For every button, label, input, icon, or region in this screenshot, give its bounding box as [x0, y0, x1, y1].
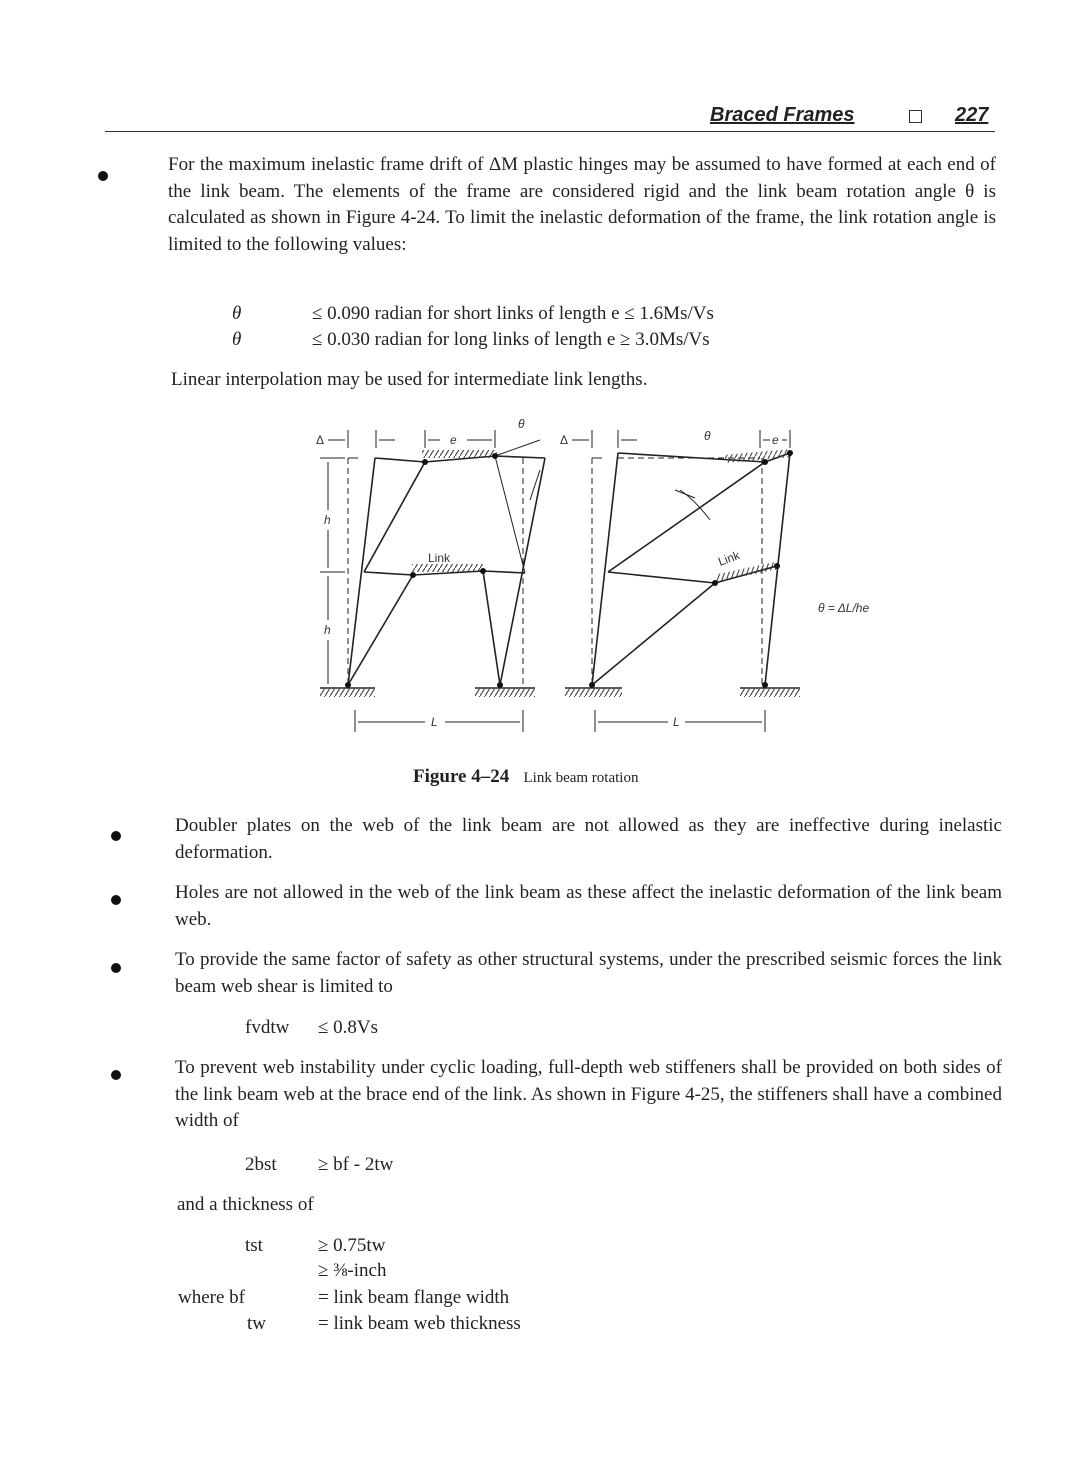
- where-tw-rhs: = link beam web thickness: [318, 1313, 521, 1334]
- bullet-icon: [111, 963, 121, 973]
- h-label-upper: h: [324, 513, 331, 527]
- delta-label-right: Δ: [560, 433, 569, 447]
- shear-eq-rhs: ≤ 0.8Vs: [318, 1017, 379, 1038]
- thickness-eq-lhs: tst: [245, 1235, 263, 1256]
- link-label-right: Link: [716, 548, 742, 569]
- running-header: [700, 104, 1000, 132]
- figure-caption: [413, 766, 638, 788]
- thickness-eq-rhs1: ≥ 0.75tw: [318, 1235, 386, 1256]
- theta-label-left: θ: [518, 417, 525, 431]
- thickness-intro: and a thickness of: [177, 1194, 314, 1215]
- bullet-icon: [111, 831, 121, 841]
- limit1-symbol: θ: [232, 303, 242, 324]
- rotation-formula: θ = ΔL/he: [818, 601, 870, 615]
- shear-eq-lhs: fvdtw: [245, 1017, 290, 1038]
- thickness-eq-rhs2: ≥ ⅜-inch: [318, 1260, 387, 1281]
- figure-number: Figure 4–24: [413, 766, 510, 787]
- L-label-right: L: [673, 715, 680, 729]
- theta-label-right: θ: [704, 429, 711, 443]
- bullet-icon: [111, 1070, 121, 1080]
- delta-label-left: Δ: [316, 433, 325, 447]
- header-rule: [105, 131, 995, 132]
- bullet-icon: [111, 895, 121, 905]
- bullet-web-stiffeners: To prevent web instability under cyclic loading, full-depth web stiffeners shall be provided on both sides of the link beam web at the brace end of the link. As shown in Figure 4-25, the stiffeners shall have a combined width of: [175, 1057, 1002, 1131]
- bullet-holes: Holes are not allowed in the web of the link beam as these affect the inelastic deformation of the link beam web.: [175, 882, 1002, 930]
- e-label-left: e: [450, 433, 457, 447]
- intro-paragraph: For the maximum inelastic frame drift of ΔM plastic hinges may be assumed to have formed at each end of the link beam. The elements of the frame are considered rigid and the link beam rotation angle θ is calculated as shown in Figure 4-24. To limit the inelastic deformation of the frame, the link rotation angle is limited to the following values:: [168, 154, 996, 255]
- e-label-right: e: [772, 433, 779, 447]
- interpolation-note: Linear interpolation may be used for intermediate link lengths.: [171, 369, 648, 390]
- link-label-left: Link: [428, 551, 451, 565]
- width-eq-lhs: 2bst: [245, 1154, 277, 1175]
- where-tw-lhs: tw: [247, 1313, 266, 1334]
- section-title: Braced Frames: [710, 104, 855, 126]
- limit2-text: ≤ 0.030 radian for long links of length e ≥ 3.0Ms/Vs: [312, 329, 710, 350]
- limit2-symbol: θ: [232, 329, 242, 350]
- h-label-lower: h: [324, 623, 331, 637]
- where-bf-lhs: where bf: [178, 1287, 245, 1308]
- link-beam-rotation-figure: [300, 400, 900, 760]
- figure-title: Link beam rotation: [523, 770, 639, 786]
- bullet-icon: [98, 171, 108, 181]
- where-bf-rhs: = link beam flange width: [318, 1287, 510, 1308]
- bullet-doubler-plates: Doubler plates on the web of the link beam are not allowed as they are ineffective during inelastic deformation.: [175, 815, 1002, 863]
- square-icon: [909, 110, 922, 123]
- bullet-factor-of-safety: To provide the same factor of safety as other structural systems, under the prescribed seismic forces the link beam web shear is limited to: [175, 949, 1002, 997]
- width-eq-rhs: ≥ bf - 2tw: [318, 1154, 394, 1175]
- limit1-text: ≤ 0.090 radian for short links of length e ≤ 1.6Ms/Vs: [312, 303, 714, 324]
- page-number: 227: [955, 104, 989, 126]
- L-label-left: L: [431, 715, 438, 729]
